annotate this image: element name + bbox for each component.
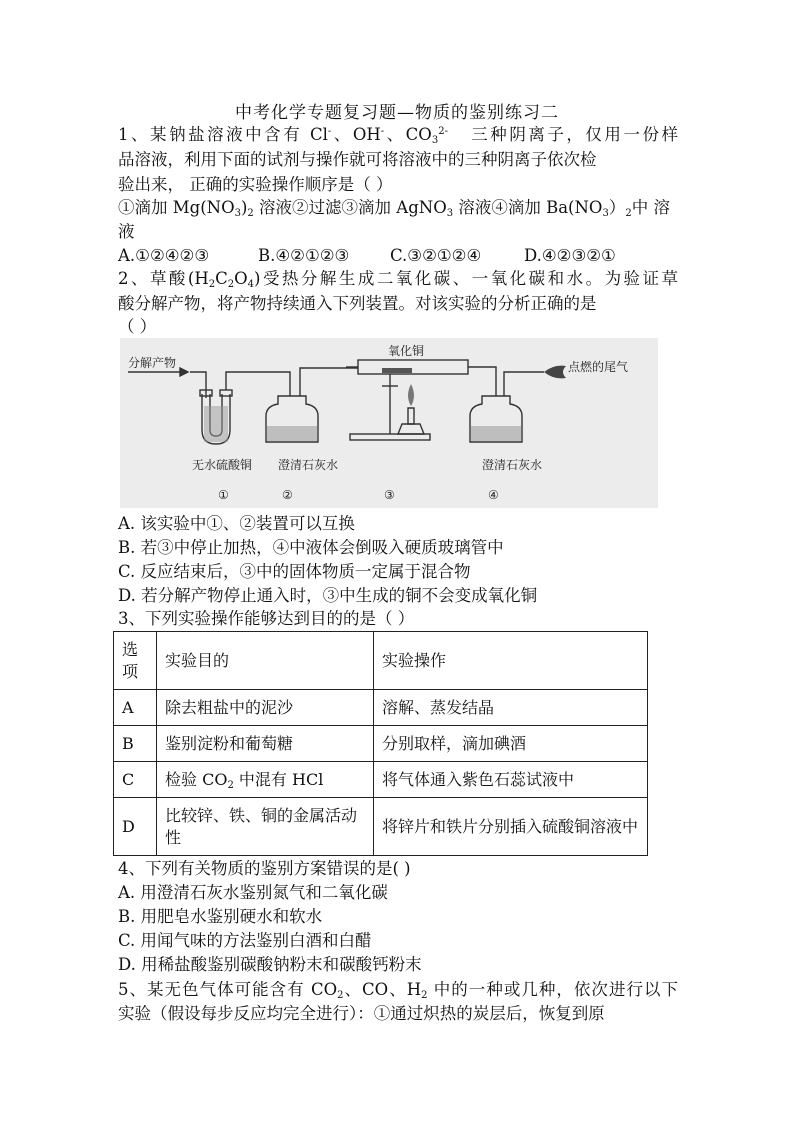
q1-option-a: A.①②④②③: [118, 246, 210, 265]
q1-option-d: D.④②③②①: [524, 246, 616, 265]
table-row: [114, 762, 648, 798]
label-anhydrous-cuso4: 无水硫酸铜: [192, 458, 253, 472]
table-cell-purpose: 检验 $CO_2$ 中混有 HCl: [157, 762, 374, 798]
table-header-row: [114, 632, 648, 690]
table-header-operation: 实验操作: [374, 632, 648, 690]
table-row: [114, 690, 648, 726]
label-decomposition-products: 分解产物: [128, 356, 177, 370]
label-exhaust: 点燃的尾气: [568, 360, 629, 374]
q5-line-1: 5、某无色气体可能含有 $CO_2$、CO、$H_2$ 中的一种或几种，依次进行以下: [118, 980, 679, 1001]
q5-line-2: 实验（假设每步反应均完全进行）：①通过炽热的炭层后，恢复到原: [118, 1004, 605, 1023]
q4-option-b: B. 用肥皂水鉴别硬水和软水: [118, 907, 323, 926]
q2-option-c: C. 反应结束后，③中的固体物质一定属于混合物: [118, 562, 471, 581]
table-cell-key: A: [114, 690, 157, 726]
q3-stem: 3、下列实验操作能够达到目的的是（ ）: [118, 609, 415, 628]
q4-option-d: D. 用稀盐酸鉴别碳酸钠粉末和碳酸钙粉末: [118, 955, 422, 974]
q2-option-a: A. 该实验中①、②装置可以互换: [118, 514, 355, 533]
q2-line-2: 酸分解产物，将产物持续通入下列装置。对该实验的分析正确的是: [118, 294, 597, 313]
table-cell-key: B: [114, 726, 157, 762]
table-header-option: 选项: [114, 632, 157, 690]
q3-options-table: [113, 631, 648, 856]
q1-line-3: 验出来， 正确的实验操作顺序是（ ）: [118, 175, 393, 194]
table-row: [114, 798, 648, 856]
q4-option-c: C. 用闻气味的方法鉴别白酒和白醋: [118, 931, 372, 950]
q2-option-b: B. 若③中停止加热，④中液体会倒吸入硬质玻璃管中: [118, 538, 504, 557]
apparatus-figure: [120, 338, 658, 508]
q2-line-3: （ ）: [118, 317, 157, 336]
q1-options: [118, 245, 678, 267]
label-apparatus-4: ④: [488, 488, 499, 502]
label-copper-oxide: 氧化铜: [388, 344, 425, 358]
table-cell-purpose: 比较锌、铁、铜的金属活动性: [157, 798, 374, 856]
label-limewater-4: 澄清石灰水: [482, 458, 543, 472]
label-apparatus-3: ③: [384, 488, 395, 502]
q4-option-a: A. 用澄清石灰水鉴别氮气和二氧化碳: [118, 883, 388, 902]
q1-option-b: B.④②①②③: [258, 246, 350, 265]
q2-option-d: D. 若分解产物停止通入时，③中生成的铜不会变成氧化铜: [118, 586, 538, 605]
table-cell-key: D: [114, 798, 157, 856]
table-cell-operation: 将气体通入紫色石蕊试液中: [374, 762, 648, 798]
q1-line-5: 液: [118, 222, 135, 241]
table-header-purpose: 实验目的: [157, 632, 374, 690]
q1-option-c: C.③②①②④: [390, 246, 482, 265]
table-cell-operation: 将锌片和铁片分别插入硫酸铜溶液中: [374, 798, 648, 856]
q2-line-1: 2、草酸$(H_2C_2O_4)$受热分解生成二氧化碳、一氧化碳和水。为验证草: [118, 269, 679, 290]
label-limewater-2: 澄清石灰水: [278, 458, 339, 472]
table-row: [114, 726, 648, 762]
label-apparatus-1: ①: [218, 488, 229, 502]
table-cell-purpose: 鉴别淀粉和葡萄糖: [157, 726, 374, 762]
q4-stem: 4、下列有关物质的鉴别方案错误的是( ): [118, 859, 411, 878]
q1-line-2: 品溶液，利用下面的试剂与操作就可将溶液中的三种阴离子依次检: [118, 150, 597, 169]
label-apparatus-2: ②: [282, 488, 293, 502]
table-cell-operation: 溶解、蒸发结晶: [374, 690, 648, 726]
table-cell-key: C: [114, 762, 157, 798]
table-cell-purpose: 除去粗盐中的泥沙: [157, 690, 374, 726]
q1-line-1: 1、某钠盐溶液中含有 Cl-、OH-、$CO_3^{2-}$ 三种阴离子，仅用一份样: [118, 125, 678, 146]
table-cell-operation: 分别取样，滴加碘酒: [374, 726, 648, 762]
q1-line-4: ①滴加 $Mg(NO_3)_2$ 溶液②过滤③滴加 AgNO$_3$ 溶液④滴加 $Ba(NO_3)_2$中 溶: [118, 198, 670, 219]
page-title: 中考化学专题复习题—物质的鉴别练习二: [235, 103, 559, 123]
